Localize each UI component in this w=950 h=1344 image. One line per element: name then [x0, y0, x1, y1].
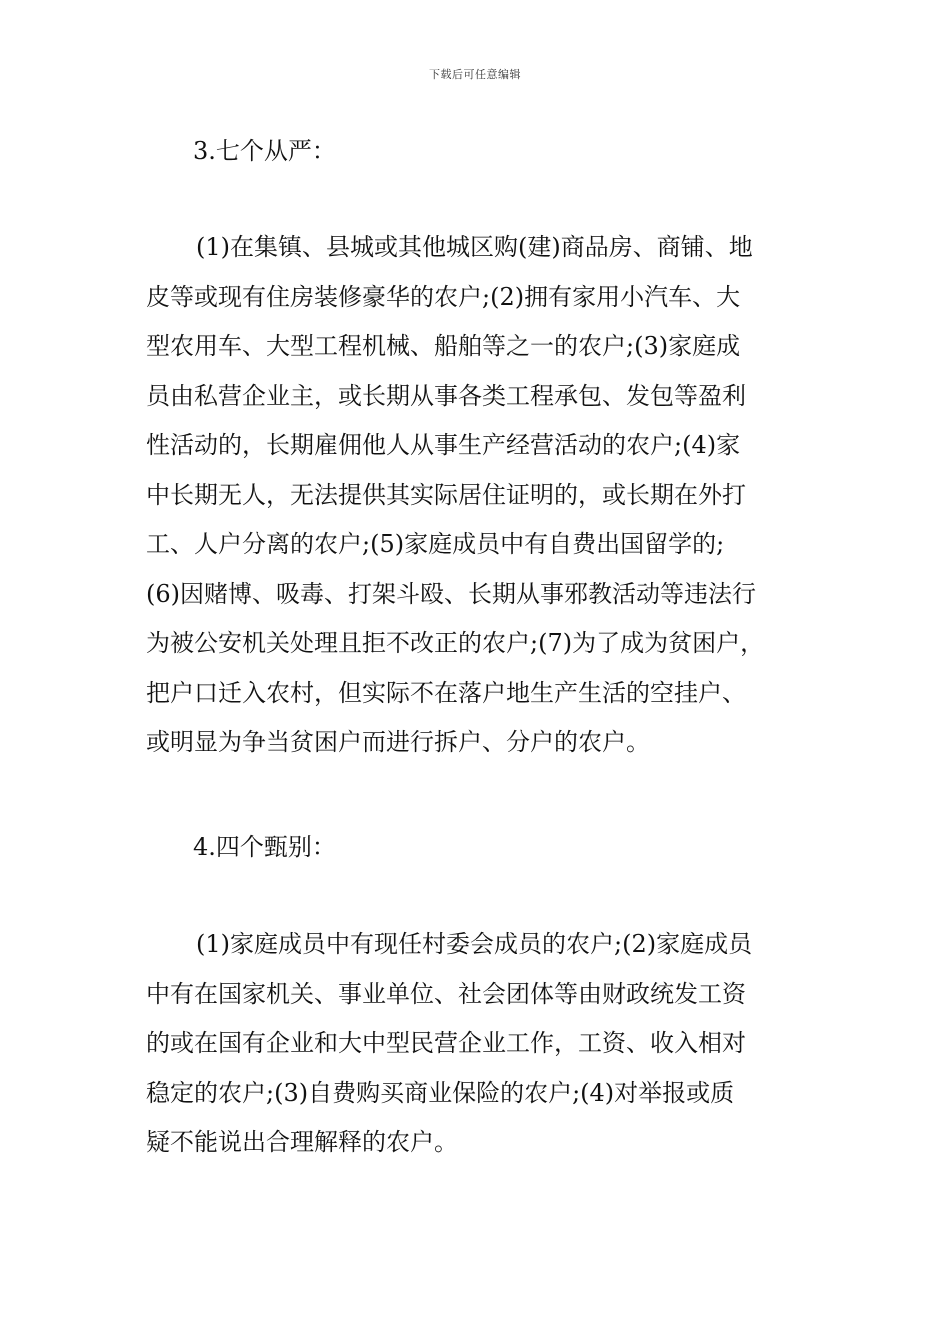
section-heading-3: 3.七个从严：	[193, 137, 336, 165]
paragraph-line: 皮等或现有住房装修豪华的农户;(2)拥有家用小汽车、大	[146, 282, 741, 311]
paragraph-line: 疑不能说出合理解释的农户。	[146, 1128, 458, 1156]
paragraph-line: (1)在集镇、县城或其他城区购(建)商品房、商铺、地	[196, 233, 753, 261]
paragraph-line: 为被公安机关处理且拒不改正的农户;(7)为了成为贫困户，	[146, 629, 765, 657]
paragraph-line: 中长期无人，无法提供其实际居住证明的，或长期在外打	[146, 480, 746, 509]
section-paragraph-4	[146, 920, 826, 1168]
paragraph-line: (1)家庭成员中有现任村委会成员的农户;(2)家庭成员	[196, 930, 753, 958]
section-paragraph-3	[146, 223, 826, 768]
page-header: 下载后可任意编辑	[429, 68, 521, 81]
paragraph-line: 型农用车、大型工程机械、船舶等之一的农户;(3)家庭成	[146, 332, 741, 360]
paragraph-line: (6)因赌博、吸毒、打架斗殴、长期从事邪教活动等违法行	[146, 579, 756, 608]
paragraph-line: 中有在国家机关、事业单位、社会团体等由财政统发工资	[146, 979, 746, 1008]
paragraph-line: 或明显为争当贫困户而进行拆户、分户的农户。	[146, 728, 650, 756]
paragraph-line: 性活动的，长期雇佣他人从事生产经营活动的农户;(4)家	[146, 431, 741, 459]
paragraph-line: 稳定的农户;(3)自费购买商业保险的农户;(4)对举报或质	[146, 1078, 735, 1107]
section-heading-4: 4.四个甄别：	[193, 833, 336, 861]
paragraph-line: 的或在国有企业和大中型民营企业工作，工资、收入相对	[146, 1029, 746, 1057]
paragraph-line: 员由私营企业主，或长期从事各类工程承包、发包等盈利	[146, 381, 746, 410]
paragraph-line: 把户口迁入农村，但实际不在落户地生产生活的空挂户、	[146, 678, 746, 707]
paragraph-line: 工、人户分离的农户;(5)家庭成员中有自费出国留学的;	[146, 530, 725, 558]
